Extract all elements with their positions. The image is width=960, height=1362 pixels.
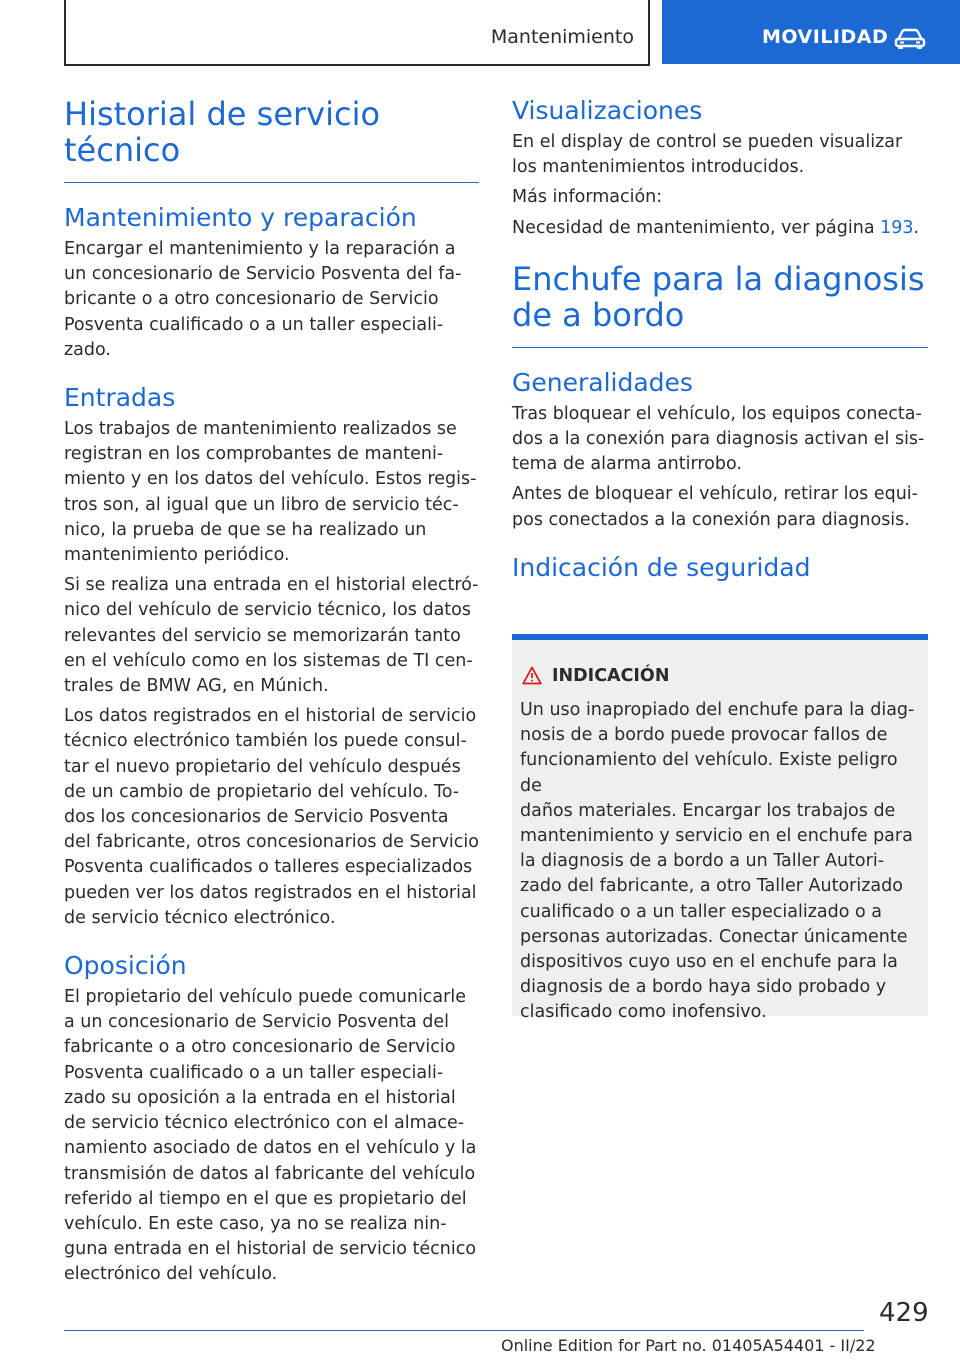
- right-column: [512, 96, 928, 583]
- paragraph: Tras bloquear el vehículo, los equipos conecta- dos a la conexión para diagnosis activan el sis- tema de alarma antirrobo.: [512, 403, 925, 475]
- section-title-enchufe: Enchufe para la diagnosis de a bordo: [512, 261, 928, 348]
- warning-icon: [522, 666, 542, 685]
- footer-divider: [64, 1330, 864, 1331]
- heading-oposicion: Oposición: [64, 951, 187, 981]
- heading-mantenimiento: Mantenimiento y reparación: [64, 203, 417, 232]
- left-column: [64, 96, 479, 1288]
- paragraph: El propietario del vehículo puede comunicarle a un concesionario de Servicio Posventa del fabricante o a otro concesionario de Servicio Posventa cualificado o a un taller especiali- zado su oposición a la entrada en el historial de servicio técnico electrónico con el almace- namiento asociado de datos en el vehículo y la transmisión de datos al fabricante del vehículo referido al tiempo en el que es propietario del vehículo. En este caso, ya no se realiza nin- guna entrada en el historial de servicio técnico electrónico del vehículo.: [64, 987, 477, 1285]
- heading-visualizaciones: Visualizaciones: [512, 96, 703, 125]
- paragraph: Los datos registrados en el historial de servicio técnico electrónico también los puede consul- tar el nuevo propietario del vehículo después de un cambio de propietario del vehículo. To- dos los concesionarios de Servicio Posventa del fabricante, otros concesionarios de Servicio Posventa cualificados o talleres especializados pueden ver los datos registrados en el historial de servicio técnico electrónico.: [64, 706, 479, 928]
- paragraph: En el display de control se pueden visualizar los mantenimientos introducidos.: [512, 132, 903, 178]
- paragraph: Antes de bloquear el vehículo, retirar los equi- pos conectados a la conexión para diagnosis.: [512, 484, 918, 530]
- paragraph: Necesidad de mantenimiento, ver página 193.: [512, 217, 920, 238]
- notice-label: INDICACIÓN: [552, 666, 670, 686]
- chapter-title: MOVILIDAD: [762, 26, 889, 48]
- heading-generalidades: Generalidades: [512, 367, 693, 397]
- paragraph: Los trabajos de mantenimiento realizados se registran en los comprobantes de manteni- miento y en los datos del vehículo. Estos regis- tros son, al igual que un libro de servicio téc- nico, la prueba de que se ha realizado un mantenimiento periódico.: [64, 419, 477, 566]
- paragraph: Si se realiza una entrada en el historial electró- nico del vehículo de servicio técnico, los datos relevantes del servicio se memorizarán tanto en el vehículo como en los sistemas de TI cen- trales de BMW AG, en Múnich.: [64, 575, 479, 697]
- page-header: [0, 0, 960, 66]
- heading-entradas: Entradas: [64, 383, 176, 413]
- page-link[interactable]: 193: [880, 217, 914, 238]
- notice-text: Un uso inapropiado del enchufe para la diag- nosis de a bordo puede provocar fallos de funcionamiento del vehículo. Existe peligro de daños materiales. Encargar los trabajos de mantenimiento y servicio en el enchufe para la diagnosis de a bordo a un Taller Autori- zado del fabricante, a otro Taller Autorizado cualificado o a un taller especializado o a personas autorizadas. Conectar únicamente dispositivos cuyo uso en el enchufe para la diagnosis de a bordo haya sido probado y clasificado como inofensivo.: [520, 700, 915, 1023]
- car-icon: [894, 28, 926, 50]
- notice-box: [512, 634, 928, 1023]
- edition-text: Online Edition for Part no. 01405A54401 - II/22: [501, 1336, 876, 1355]
- paragraph: Más información:: [512, 187, 663, 208]
- page-number: 429: [879, 1298, 929, 1328]
- page-title: Historial de servicio técnico: [64, 96, 479, 183]
- heading-seguridad: Indicación de seguridad: [512, 552, 811, 582]
- chapter-tab: [662, 0, 960, 64]
- section-tab: [64, 0, 650, 66]
- section-title: Mantenimiento: [490, 26, 634, 48]
- paragraph: Encargar el mantenimiento y la reparación a un concesionario de Servicio Posventa del fa- bricante o a otro concesionario de Servicio Posventa cualificado o a un taller especiali- zado.: [64, 239, 462, 360]
